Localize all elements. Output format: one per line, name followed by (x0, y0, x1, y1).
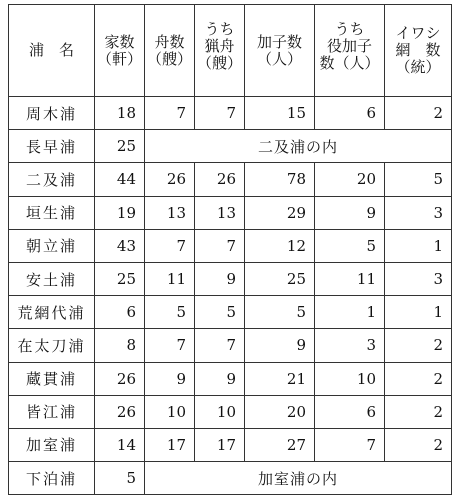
document-page (8, 4, 451, 494)
hunt-boats-cell: 5 (195, 296, 245, 329)
nets-cell: 3 (385, 262, 452, 295)
crew-cell: 12 (245, 229, 315, 262)
official-crew-cell: 5 (315, 229, 385, 262)
crew-cell: 15 (245, 97, 315, 130)
boats-cell: 7 (145, 97, 195, 130)
header-row (9, 5, 452, 97)
village-name-cell: 安土浦 (9, 262, 95, 295)
header-hunt-boats: うち 猟舟 （艘） (195, 5, 245, 97)
table-row (9, 196, 452, 229)
houses-cell: 8 (95, 329, 145, 362)
merged-note-cell: 二及浦の内 (145, 130, 452, 163)
village-name-cell: 在太刀浦 (9, 329, 95, 362)
houses-cell: 26 (95, 362, 145, 395)
official-crew-cell: 3 (315, 329, 385, 362)
boats-cell: 10 (145, 395, 195, 428)
houses-cell: 19 (95, 196, 145, 229)
boats-cell: 11 (145, 262, 195, 295)
village-name-cell: 蔵貫浦 (9, 362, 95, 395)
crew-cell: 27 (245, 428, 315, 461)
hunt-boats-cell: 17 (195, 428, 245, 461)
hunt-boats-cell: 9 (195, 262, 245, 295)
header-crew: 加子数 （人） (245, 5, 315, 97)
table-row (9, 362, 452, 395)
houses-cell: 26 (95, 395, 145, 428)
merged-note-cell: 加室浦の内 (145, 462, 452, 495)
village-name-cell: 下泊浦 (9, 462, 95, 495)
nets-cell: 1 (385, 296, 452, 329)
nets-cell: 5 (385, 163, 452, 196)
village-name-cell: 朝立浦 (9, 229, 95, 262)
official-crew-cell: 6 (315, 97, 385, 130)
village-name-cell: 皆江浦 (9, 395, 95, 428)
table-row (9, 428, 452, 461)
nets-cell: 3 (385, 196, 452, 229)
table-row (9, 395, 452, 428)
official-crew-cell: 1 (315, 296, 385, 329)
boats-cell: 7 (145, 329, 195, 362)
table-row (9, 130, 452, 163)
crew-cell: 20 (245, 395, 315, 428)
official-crew-cell: 11 (315, 262, 385, 295)
hunt-boats-cell: 9 (195, 362, 245, 395)
header-nets: イワシ 網 数 （統） (385, 5, 452, 97)
houses-cell: 44 (95, 163, 145, 196)
crew-cell: 29 (245, 196, 315, 229)
crew-cell: 9 (245, 329, 315, 362)
houses-cell: 43 (95, 229, 145, 262)
boats-cell: 9 (145, 362, 195, 395)
header-houses: 家数 （軒） (95, 5, 145, 97)
village-name-cell: 加室浦 (9, 428, 95, 461)
header-name: 浦 名 (9, 5, 95, 97)
table-row (9, 163, 452, 196)
houses-cell: 5 (95, 462, 145, 495)
table-body (9, 97, 452, 495)
nets-cell: 2 (385, 395, 452, 428)
crew-cell: 78 (245, 163, 315, 196)
official-crew-cell: 9 (315, 196, 385, 229)
hunt-boats-cell: 7 (195, 97, 245, 130)
table-row (9, 296, 452, 329)
official-crew-cell: 6 (315, 395, 385, 428)
houses-cell: 18 (95, 97, 145, 130)
table-row (9, 97, 452, 130)
village-name-cell: 二及浦 (9, 163, 95, 196)
hunt-boats-cell: 7 (195, 229, 245, 262)
nets-cell: 2 (385, 362, 452, 395)
village-name-cell: 荒網代浦 (9, 296, 95, 329)
crew-cell: 21 (245, 362, 315, 395)
nets-cell: 2 (385, 329, 452, 362)
official-crew-cell: 7 (315, 428, 385, 461)
header-boats: 舟数 （艘） (145, 5, 195, 97)
nets-cell: 2 (385, 97, 452, 130)
village-name-cell: 長早浦 (9, 130, 95, 163)
hunt-boats-cell: 26 (195, 163, 245, 196)
table-row (9, 462, 452, 495)
boats-cell: 7 (145, 229, 195, 262)
official-crew-cell: 10 (315, 362, 385, 395)
official-crew-cell: 20 (315, 163, 385, 196)
boats-cell: 26 (145, 163, 195, 196)
table-row (9, 229, 452, 262)
village-name-cell: 垣生浦 (9, 196, 95, 229)
hunt-boats-cell: 10 (195, 395, 245, 428)
table-row (9, 329, 452, 362)
houses-cell: 14 (95, 428, 145, 461)
houses-cell: 25 (95, 262, 145, 295)
houses-cell: 6 (95, 296, 145, 329)
boats-cell: 17 (145, 428, 195, 461)
houses-cell: 25 (95, 130, 145, 163)
boats-cell: 13 (145, 196, 195, 229)
nets-cell: 2 (385, 428, 452, 461)
table-row (9, 262, 452, 295)
nets-cell: 1 (385, 229, 452, 262)
fishing-village-table (8, 4, 452, 495)
village-name-cell: 周木浦 (9, 97, 95, 130)
hunt-boats-cell: 7 (195, 329, 245, 362)
crew-cell: 5 (245, 296, 315, 329)
boats-cell: 5 (145, 296, 195, 329)
crew-cell: 25 (245, 262, 315, 295)
header-official-crew: うち 役加子 数（人） (315, 5, 385, 97)
hunt-boats-cell: 13 (195, 196, 245, 229)
